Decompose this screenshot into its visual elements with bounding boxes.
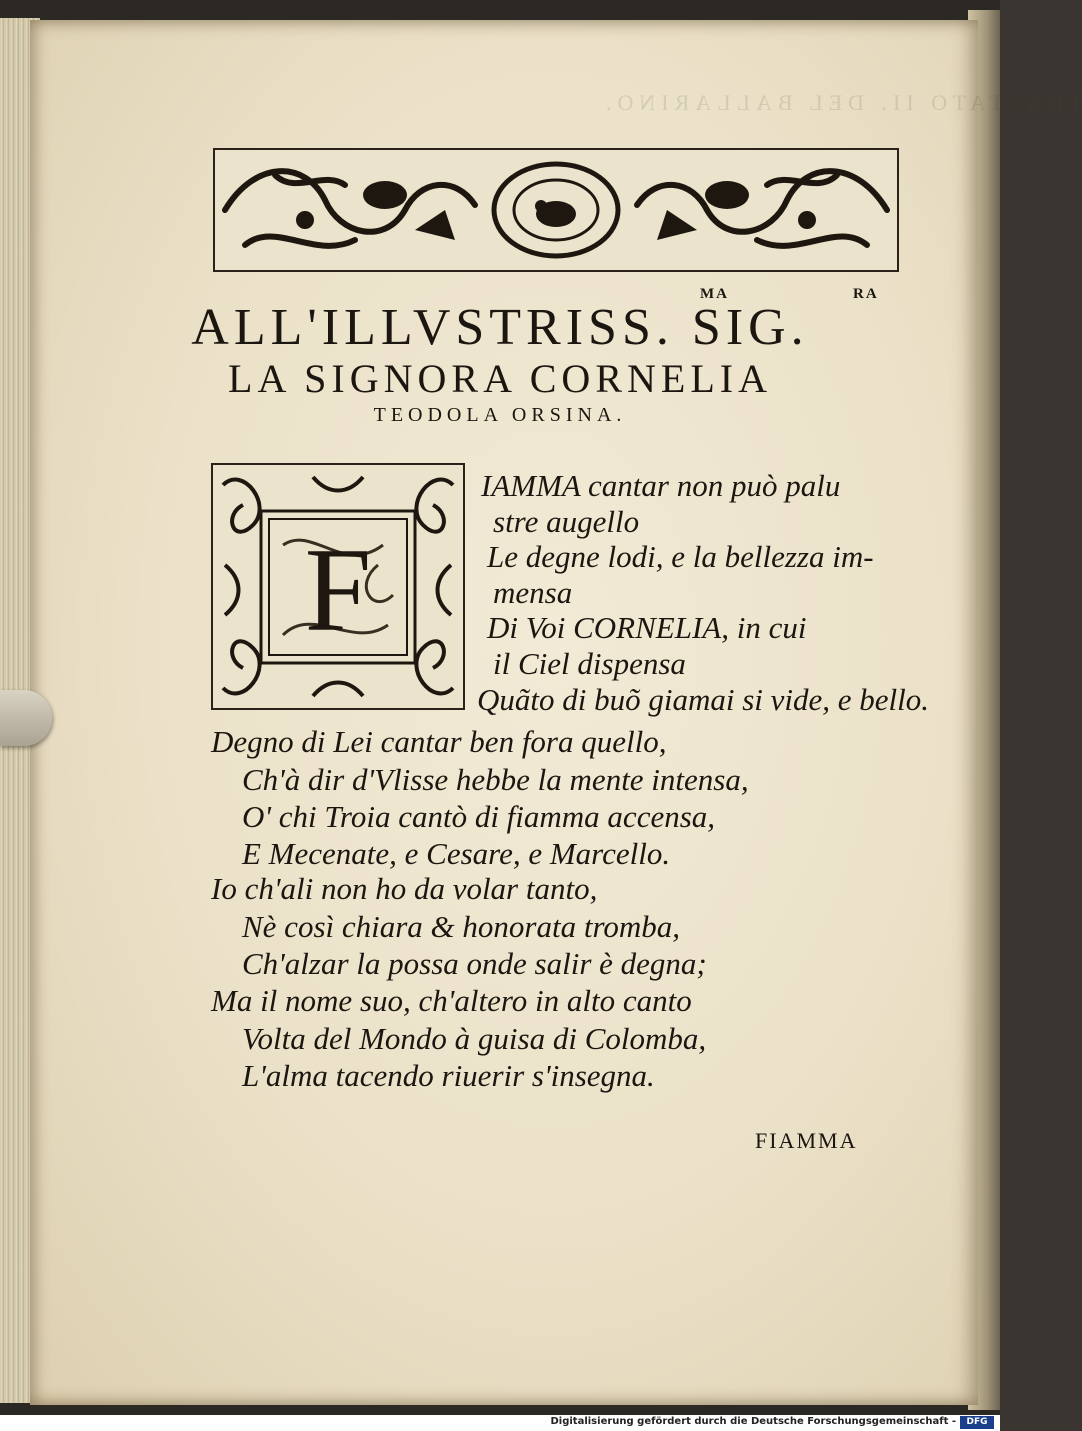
headpiece-ornament	[213, 148, 899, 272]
verse-line-11: E Mecenate, e Cesare, e Marcello.	[242, 836, 671, 871]
verse-line-7: Quãto di buõ giamai si vide, e bello.	[477, 682, 930, 717]
verse-line-4: mensa	[493, 575, 573, 610]
verse-line-17: L'alma tacendo riuerir s'insegna.	[242, 1058, 655, 1093]
verse-line-8: Degno di Lei cantar ben fora quello,	[211, 724, 667, 759]
title-superscript-right: RA	[853, 286, 879, 302]
initial-letter: F	[304, 523, 372, 656]
verse-line-3: Le degne lodi, e la bellezza im-	[487, 539, 874, 574]
footer-credit-text: Digitalisierung gefördert durch die Deutsche Forschungsgemeinschaft -	[550, 1416, 956, 1427]
dedication-title-line1: ALL'ILLVSTRISS. SIG.	[191, 299, 809, 356]
verse-line-1: IAMMA cantar non può palu	[481, 468, 841, 503]
verse-line-14: Ch'alzar la possa onde salir è degna;	[242, 946, 707, 981]
verse-line-9: Ch'à dir d'Vlisse hebbe la mente intensa,	[242, 762, 749, 797]
verse-line-15: Ma il nome suo, ch'altero in alto canto	[211, 983, 692, 1018]
dedication-title-line3: TEODOLA ORSINA.	[373, 404, 627, 426]
decorated-initial	[211, 463, 465, 710]
running-head-show-through: TRATTATO II. DEL BALLARINO.	[600, 90, 1082, 115]
verse-line-10: O' chi Troia cantò di fiamma accensa,	[242, 799, 716, 834]
verse-line-16: Volta del Mondo à guisa di Colomba,	[242, 1021, 707, 1056]
verse-line-6: il Ciel dispensa	[493, 646, 686, 681]
verse-line-5: Di Voi CORNELIA, in cui	[487, 610, 807, 645]
title-superscript-left: MA	[700, 286, 729, 302]
catchword: FIAMMA	[755, 1128, 858, 1153]
verse-line-13: Nè così chiara & honorata tromba,	[242, 909, 681, 944]
dfg-logo: DFG	[960, 1416, 994, 1429]
verse-line-2: stre augello	[493, 504, 640, 539]
verse-line-12: Io ch'ali non ho da volar tanto,	[211, 871, 598, 906]
digitization-footer	[0, 1415, 1000, 1431]
dedication-title-line2: LA SIGNORA CORNELIA	[228, 356, 772, 401]
